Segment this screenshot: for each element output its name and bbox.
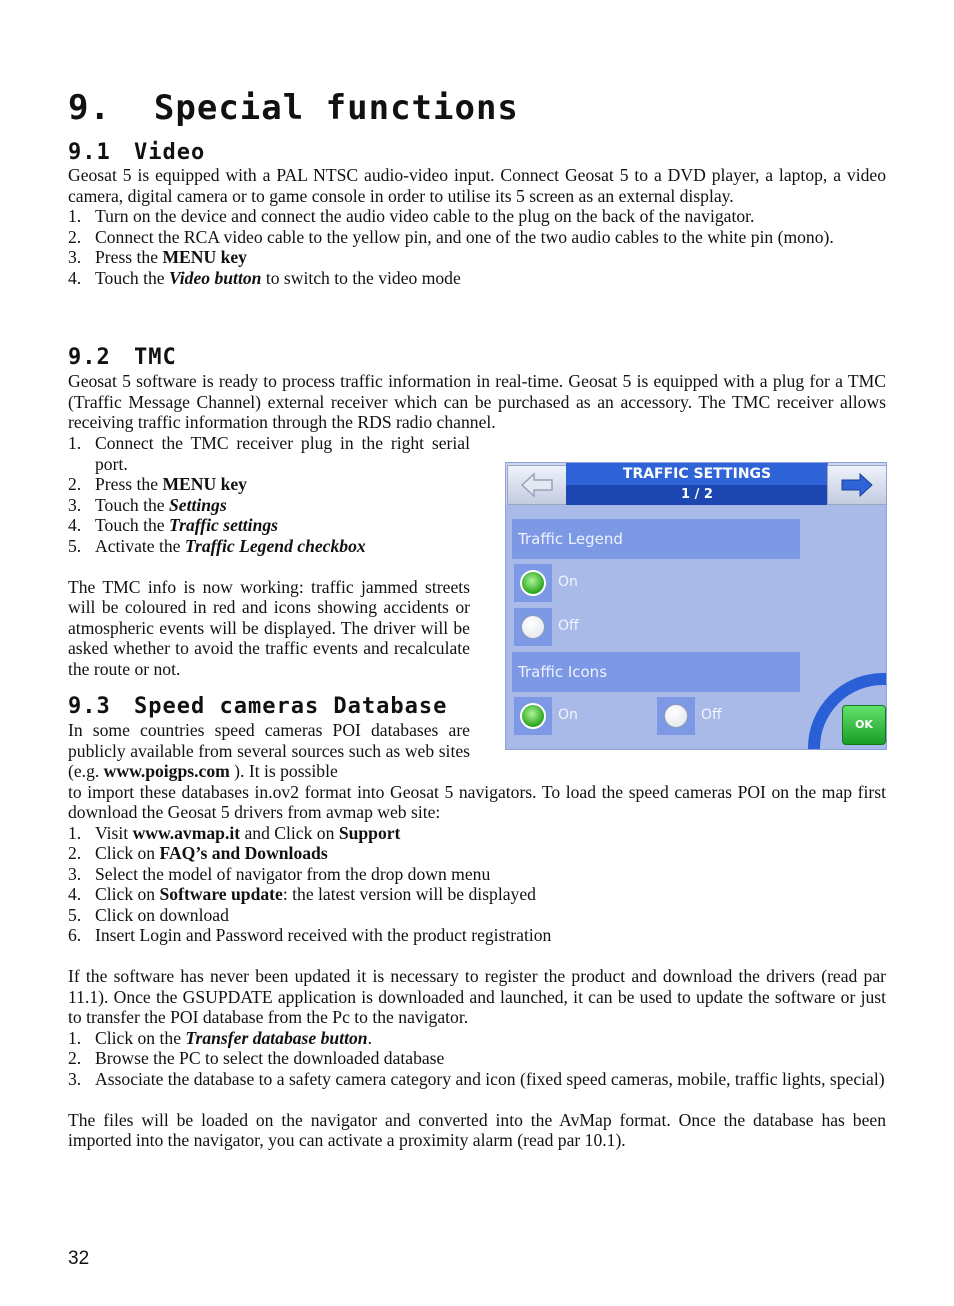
list-item: 1. Visit www.avmap.it and Click on Support	[68, 822, 401, 843]
section-heading-tmc	[68, 345, 177, 370]
list-item: 1. Connect the TMC receiver plug in the right serial port.	[68, 433, 470, 474]
section-number: 9.3	[68, 694, 111, 719]
list-item: 4. Touch the Video button to switch to the video mode	[68, 267, 461, 288]
list-item: 5. Click on download	[68, 904, 229, 925]
section-number: 9.1	[68, 140, 111, 165]
list-item: 4. Touch the Traffic settings	[68, 515, 278, 535]
list-item: 3. Select the model of navigator from the drop down menu	[68, 863, 491, 884]
list-item: 6. Insert Login and Password received with the product registration	[68, 925, 552, 945]
back-button[interactable]	[507, 465, 567, 505]
list-item: 4. Click on Software update: the latest version will be displayed	[68, 884, 536, 904]
speed-intro	[68, 720, 886, 782]
chapter-number: 9.	[68, 88, 111, 128]
poigps-link[interactable]: www.poigps.com	[103, 761, 230, 781]
option-label: Off	[701, 707, 722, 723]
list-item: 3. Press the MENU key	[68, 247, 247, 267]
tmc-info: The TMC info is now working: traffic jammed streets will be coloured in red and icons showing accidents or atmospheric events will be displayed. The driver will be asked whether to avoid the traffic events and recalculate the route or not.	[68, 576, 470, 679]
list-item: 2. Connect the RCA video cable to the yellow pin, and one of the two audio cables to the white pin (mono).	[68, 226, 834, 247]
list-item: 1. Click on the Transfer database button.	[68, 1027, 372, 1048]
traffic-icons-label: Traffic Icons	[512, 652, 800, 692]
section-title: TMC	[134, 345, 177, 370]
traffic-legend-label: Traffic Legend	[512, 519, 800, 559]
traffic-legend-on-radio[interactable]	[514, 564, 552, 602]
tmc-steps	[68, 433, 470, 556]
option-label: Off	[558, 618, 579, 634]
speed-para3: The files will be loaded on the navigator and converted into the AvMap format. Once the database has been imported into the navigator, you can activate a proximity alarm (read par 10.1).	[68, 1109, 886, 1150]
speed-intro-cont: to import these databases in.ov2 format into Geosat 5 navigators. To load the speed cameras POI on the map first download the Geosat 5 drivers from avmap web site:	[68, 781, 886, 822]
video-section-body	[68, 165, 886, 288]
video-intro: Geosat 5 is equipped with a PAL NTSC audio-video input. Connect Geosat 5 to a DVD player, a laptop, a video camera, digital camera or to game console in order to utilise its 5 screen as an external display.	[68, 165, 886, 206]
section-heading-video	[68, 140, 205, 165]
chapter-title: Special functions	[153, 88, 519, 128]
option-label: On	[558, 574, 578, 590]
screen-title: TRAFFIC SETTINGS	[566, 463, 828, 485]
screen-page-indicator: 1 / 2	[566, 485, 828, 505]
page-number: 32	[68, 1248, 90, 1269]
option-label: On	[558, 707, 578, 723]
list-item: 3. Touch the Settings	[68, 494, 227, 515]
section-number: 9.2	[68, 345, 111, 370]
section-title: Video	[134, 140, 206, 165]
list-item: 1. Turn on the device and connect the audio video cable to the plug on the back of the navigator.	[68, 206, 755, 226]
video-steps	[68, 206, 886, 288]
arrow-left-icon	[520, 472, 554, 498]
speed-steps	[68, 823, 886, 946]
list-item: 2. Press the MENU key	[68, 474, 247, 494]
transfer-steps	[68, 1028, 886, 1090]
traffic-settings-screenshot	[505, 462, 887, 750]
tmc-section-body	[68, 433, 470, 679]
traffic-legend-off-radio[interactable]	[514, 608, 552, 646]
section-title: Speed cameras Database	[134, 694, 448, 719]
avmap-link[interactable]: www.avmap.it	[132, 822, 241, 843]
ok-button[interactable]: OK	[842, 705, 886, 745]
chapter-heading	[68, 88, 519, 128]
list-item: 3. Associate the database to a safety camera category and icon (fixed speed cameras, mobile, traffic lights, special)	[68, 1068, 885, 1089]
section-heading-speed-cameras	[68, 694, 447, 719]
list-item: 2. Browse the PC to select the downloaded database	[68, 1048, 445, 1068]
speed-intro-part: In some countries speed cameras POI databases are publicly available from several sources such as web sites (e.g. www.poigps.com ). It is possible	[68, 720, 470, 781]
speed-section-body	[68, 720, 886, 1151]
tmc-intro: Geosat 5 software is ready to process traffic information in real-time. Geosat 5 is equipped with a plug for a TMC (Traffic Message Channel) external receiver which can be purchased as an accessory. The TMC receiver allows receiving traffic information through the RDS radio channel.	[68, 371, 886, 432]
arrow-right-icon	[840, 472, 874, 498]
list-item: 2. Click on FAQ’s and Downloads	[68, 843, 328, 863]
speed-para2: If the software has never been updated it is necessary to register the product and download the drivers (read par 11.1). Once the GSUPDATE application is downloaded and launched, it can be used to update the software or just to transfer the POI database from the Pc to the navigator.	[68, 966, 886, 1027]
list-item: 5. Activate the Traffic Legend checkbox	[68, 535, 366, 556]
next-button[interactable]	[827, 465, 887, 505]
